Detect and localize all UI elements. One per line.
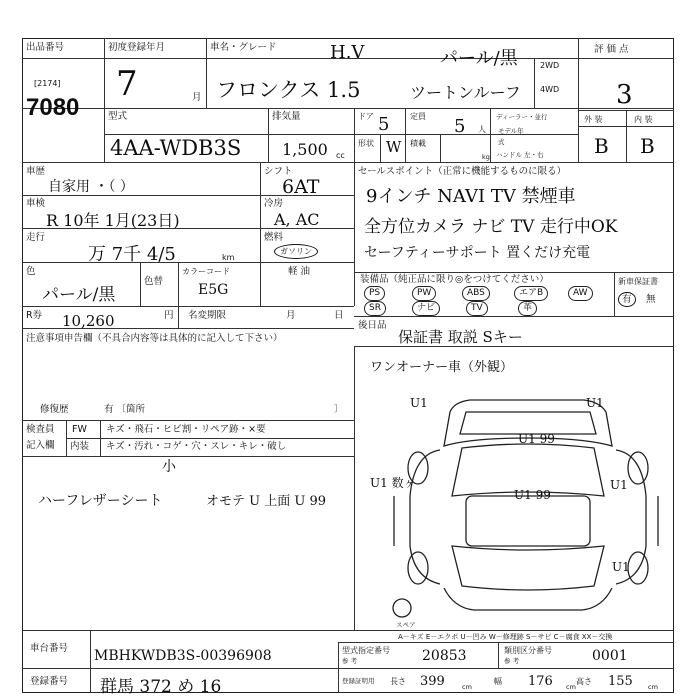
car-windshield-front — [460, 412, 596, 434]
ref-label-2: 参 考 — [504, 657, 520, 665]
chassis-label: 車台番号 — [30, 643, 69, 654]
spare-label: スペア — [396, 621, 416, 629]
ref-label-1: 参 考 — [342, 657, 358, 665]
length-label: 長さ — [390, 677, 406, 686]
color-change-label: 色替 — [144, 276, 164, 287]
repair-value: 有 〔箇所 — [104, 404, 146, 415]
line — [66, 438, 354, 439]
model-value: 4AA-WDB3S — [110, 136, 242, 160]
line — [206, 38, 207, 108]
displacement-label: 排気量 — [272, 111, 301, 122]
width-unit: cm — [566, 683, 576, 691]
fuel-gas[interactable]: ガソリン — [274, 244, 318, 259]
deadline-day: 日 — [334, 310, 344, 321]
type-designation-label: 型式指定番号 — [342, 646, 390, 655]
line — [22, 668, 338, 669]
equip-sr[interactable]: SR — [364, 301, 386, 316]
spare-tire — [393, 599, 411, 617]
width-label: 幅 — [494, 677, 502, 686]
accessories-label: 後日品 — [358, 320, 387, 331]
plate-value: 群馬 372 め 16 — [100, 677, 222, 697]
lot-sub: [2174] — [34, 79, 61, 88]
car-name: フロンクス 1.5 — [216, 78, 361, 102]
length-unit: cm — [462, 683, 472, 691]
line — [22, 162, 674, 163]
recycle-label: R券 — [26, 310, 43, 321]
equipment-title: 装備品（純正品に限り◎をつけてください） — [360, 274, 549, 285]
line — [380, 134, 381, 162]
line — [90, 630, 91, 693]
doors-value: 5 — [378, 114, 390, 135]
model-label: 型式 — [108, 111, 128, 122]
car-sub: ツートンルーフ — [410, 83, 521, 102]
selling-title: セールスポイント（正常に機能するものに限る） — [358, 166, 567, 177]
cert-label: 登録証明用 — [342, 677, 375, 685]
selling-line-1: 9インチ NAVI TV 禁煙車 — [366, 186, 576, 207]
first-reg-value: 7 — [116, 64, 138, 104]
fw-label: FW — [72, 424, 87, 435]
half-leather-note: ハーフレザーシート — [38, 493, 163, 509]
notes-title: 注意事項申告欄（不具合内容等は具体的に記入して下さい） — [26, 333, 283, 344]
car-rear-window — [452, 546, 604, 590]
interior-items: キズ・汚れ・コゲ・穴・スレ・キレ・破し — [106, 441, 287, 452]
exterior-value: B — [594, 134, 609, 158]
interior-value: B — [640, 134, 655, 158]
line — [22, 262, 354, 263]
damage-mark-5: U1 99 — [514, 488, 551, 502]
mileage-unit: km — [222, 253, 235, 262]
line — [260, 162, 261, 306]
aircon-value: A, AC — [274, 210, 320, 229]
fuel-label: 燃料 — [264, 232, 284, 243]
line — [354, 272, 674, 273]
doors-label: ドア — [358, 112, 374, 121]
repair-close: 〕 — [334, 404, 344, 415]
fw-items: キズ・飛石・ヒビ割・リペア跡・×要 — [106, 424, 266, 435]
line — [22, 456, 354, 457]
warranty-yes[interactable]: 有 — [618, 292, 636, 307]
deadline-month: 月 — [286, 310, 296, 321]
line — [626, 110, 627, 162]
handle-label: ハンドル 左・右 — [496, 151, 544, 159]
deadline-label: 名変期限 — [188, 310, 227, 321]
load-unit: kg — [482, 153, 490, 161]
dealer-label: ディーラー・並行 — [496, 113, 548, 121]
color-note: パール/黒 — [440, 48, 518, 69]
car-roof — [466, 496, 590, 546]
line — [22, 306, 354, 307]
wheel-rear-left — [408, 552, 428, 584]
displacement-unit: cc — [336, 151, 345, 160]
name-grade-label: 車名・グレード — [210, 42, 277, 53]
type-designation-value: 20853 — [422, 648, 467, 664]
repair-label: 修復歴 — [40, 404, 69, 415]
mileage-value: 万 7千 4/5 — [88, 244, 176, 265]
height-label: 高さ — [576, 677, 592, 686]
warranty-no[interactable]: 無 — [646, 294, 656, 305]
handwritten-small: 小 — [162, 459, 176, 475]
chassis-value: MBHKWDB3S-00396908 — [94, 648, 272, 664]
shape-value: W — [386, 138, 402, 156]
height-unit: cm — [648, 683, 658, 691]
capacity-label: 定員 — [410, 112, 426, 121]
category-label: 類別区分番号 — [504, 646, 552, 655]
equip-navi[interactable]: ナビ — [412, 301, 440, 316]
history-label: 車歴 — [26, 166, 46, 177]
inspector-label-1: 検査員 — [26, 424, 55, 435]
wheel-rear-right — [628, 552, 648, 584]
inspection-value: R 10年 1月(23日) — [46, 211, 180, 230]
line — [268, 108, 269, 162]
plate-label: 登録番号 — [30, 676, 69, 687]
inspection-label: 車検 — [26, 198, 46, 209]
load-label: 積載 — [410, 139, 426, 148]
car-left-side — [410, 450, 440, 584]
color-code-label: カラーコード — [182, 267, 230, 276]
line — [490, 108, 491, 162]
score-label: 評 価 点 — [594, 44, 629, 55]
shift-value: 6AT — [282, 176, 320, 198]
exterior-label: 外 装 — [584, 115, 603, 124]
line — [578, 38, 579, 162]
capacity-unit: 人 — [478, 125, 486, 134]
car-rear-outline — [444, 588, 612, 610]
damage-legend: A－キズ E－エクボ U－凹み W－修理跡 S－サビ C－腐食 XX－交換 — [398, 633, 613, 641]
line — [534, 58, 535, 108]
shape-label: 形状 — [358, 139, 374, 148]
line — [354, 108, 355, 162]
equip-ps[interactable]: PS — [364, 286, 385, 301]
recycle-value: 10,260 — [62, 312, 115, 330]
seat-note: オモテ U 上面 U 99 — [206, 494, 326, 509]
displacement-value: 1,500 — [282, 140, 328, 159]
grade-hv: H.V — [330, 42, 365, 63]
wheel-front-right — [628, 452, 648, 484]
line — [498, 642, 499, 668]
mileage-label: 走行 — [26, 232, 46, 243]
line — [22, 630, 674, 631]
equip-aw[interactable]: AW — [568, 286, 593, 301]
line — [440, 134, 441, 162]
lot-number: 7080 — [26, 94, 80, 121]
line — [140, 262, 141, 306]
first-reg-month: 月 — [192, 92, 202, 103]
color-code-value: E5G — [198, 282, 229, 298]
accessories-value: 保証書 取説 Sキー — [398, 328, 523, 346]
width-value: 176 — [528, 674, 553, 689]
shift-label: シフト — [264, 166, 293, 177]
equip-leather[interactable]: 革 — [518, 301, 537, 316]
interior-label: 内 装 — [634, 115, 653, 124]
history-value: 自家用 ・（ ） — [48, 179, 134, 195]
length-value: 399 — [420, 674, 445, 689]
line — [22, 108, 674, 109]
selling-line-2: 全方位カメラ ナビ TV 走行中OK — [364, 217, 618, 237]
damage-mark-1: U1 — [410, 396, 428, 410]
inspector-label-2: 記入欄 — [26, 440, 55, 451]
recycle-unit: 円 — [164, 310, 174, 321]
interior-inspect-label: 内装 — [70, 441, 90, 452]
line — [66, 420, 67, 456]
fuel-diesel[interactable]: 軽 油 — [288, 266, 311, 277]
damage-mark-6: U1 — [610, 478, 628, 492]
line — [354, 162, 355, 306]
category-value: 0001 — [592, 648, 628, 664]
line — [354, 316, 674, 317]
line — [178, 262, 179, 306]
equip-abs[interactable]: ABS — [462, 286, 490, 301]
color-value: パール/黒 — [42, 285, 116, 305]
line — [338, 642, 674, 643]
damage-mark-2: U1 — [586, 396, 604, 410]
first-reg-label: 初度登録年月 — [108, 42, 166, 53]
model-year-label: モデル年式 — [498, 127, 524, 146]
capacity-value: 5 — [454, 116, 466, 137]
line — [178, 306, 179, 328]
damage-mark-7: U1 — [612, 560, 630, 574]
equip-tv[interactable]: TV — [466, 301, 488, 316]
score-value: 3 — [616, 80, 633, 110]
drive-2wd[interactable]: 2WD — [540, 61, 560, 70]
new-warranty-label: 新車保証書 — [618, 277, 658, 286]
selling-line-3: セーフティーサポート 置くだけ充電 — [364, 245, 591, 261]
one-owner-note: ワンオーナー車（外観） — [370, 360, 514, 375]
lot-label: 出品番号 — [26, 42, 65, 53]
color-label: 色 — [26, 266, 36, 277]
height-value: 155 — [608, 674, 633, 689]
damage-mark-3: U1 99 — [518, 432, 555, 446]
damage-mark-4: U1 数ヶ — [370, 476, 416, 490]
line — [22, 420, 354, 421]
equip-pw[interactable]: PW — [412, 286, 436, 301]
aircon-label: 冷房 — [264, 198, 284, 209]
equip-airbag[interactable]: エアB — [514, 286, 548, 301]
line — [100, 420, 101, 456]
line — [104, 38, 105, 162]
line — [405, 108, 406, 162]
drive-4wd[interactable]: 4WD — [540, 85, 560, 94]
line — [338, 668, 674, 669]
line — [614, 272, 615, 316]
